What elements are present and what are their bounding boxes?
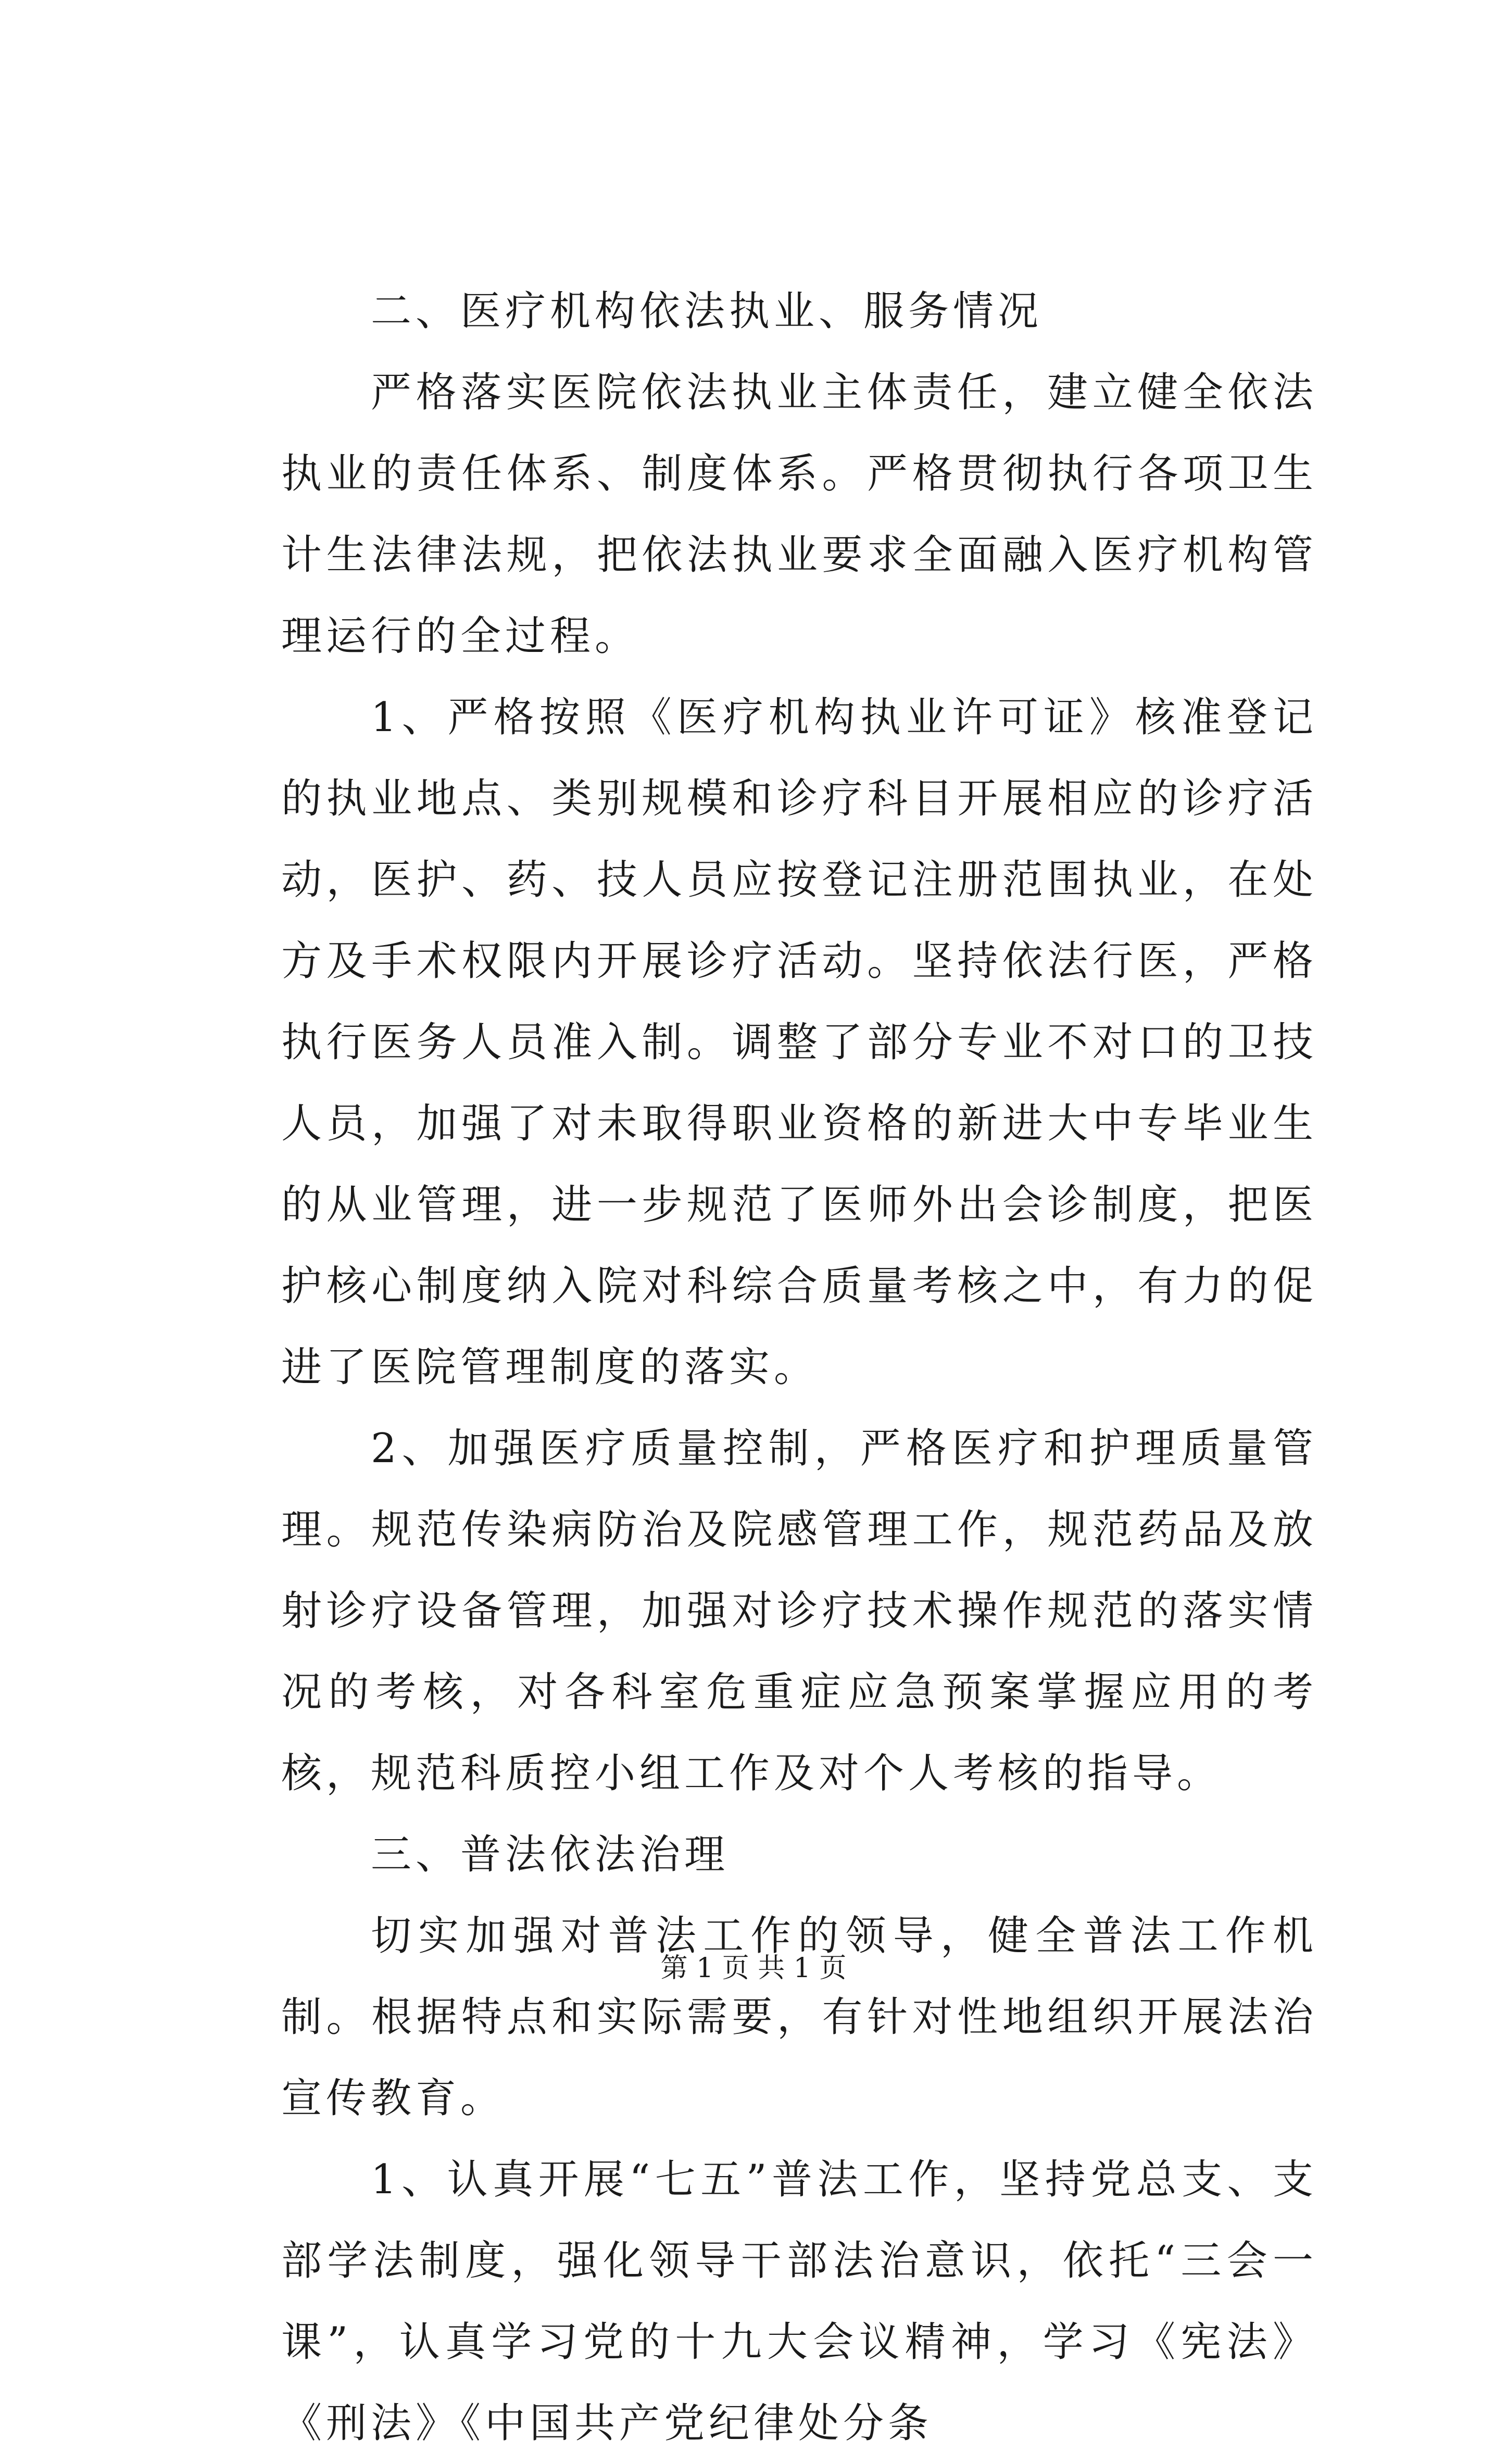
document-body [281,271,1317,2464]
section-2-title: 二、医疗机构依法执业、服务情况 [371,288,1043,335]
section-2-item-1: 1、严格按照《医疗机构执业许可证》核准登记的执业地点、类别规模和诊疗科目开展相应的诊疗活动，医护、药、技人员应按登记注册范围执业，在处方及手术权限内开展诊疗活动。坚持依法行医，严格执行医务人员准入制。调整了部分专业不对口的卫技人员，加强了对未取得职业资格的新进大中专毕业生的从业管理，进一步规范了医师外出会诊制度，把医护核心制度纳入院对科综合质量考核之中，有力的促进了医院管理制度的落实。 [281,694,1317,1391]
section-2-intro: 严格落实医院依法执业主体责任，建立健全依法执业的责任体系、制度体系。严格贯彻执行各项卫生计生法律法规，把依法执业要求全面融入医疗机构管理运行的全过程。 [281,369,1317,660]
page-footer [0,1950,1507,1987]
section-3-item-1: 1、认真开展“七五”普法工作，坚持党总支、支部学法制度，强化领导干部法治意识，依托“三会一课”，认真学习党的十九大会议精神，学习《宪法》《刑法》《中国共产党纪律处分条 [281,2156,1317,2447]
section-3-title: 三、普法依法治理 [371,1831,730,1878]
section-2-item-2: 2、加强医疗质量控制，严格医疗和护理质量管理。规范传染病防治及院感管理工作，规范药品及放射诊疗设备管理，加强对诊疗技术操作规范的落实情况的考核，对各科室危重症应急预案掌握应用的考核，规范科质控小组工作及对个人考核的指导。 [281,1425,1317,1797]
page-number: 第 1 页 共 1 页 [660,1953,847,1984]
section-3-intro: 切实加强对普法工作的领导，健全普法工作机制。根据特点和实际需要，有针对性地组织开展法治宣传教育。 [281,1913,1317,2122]
